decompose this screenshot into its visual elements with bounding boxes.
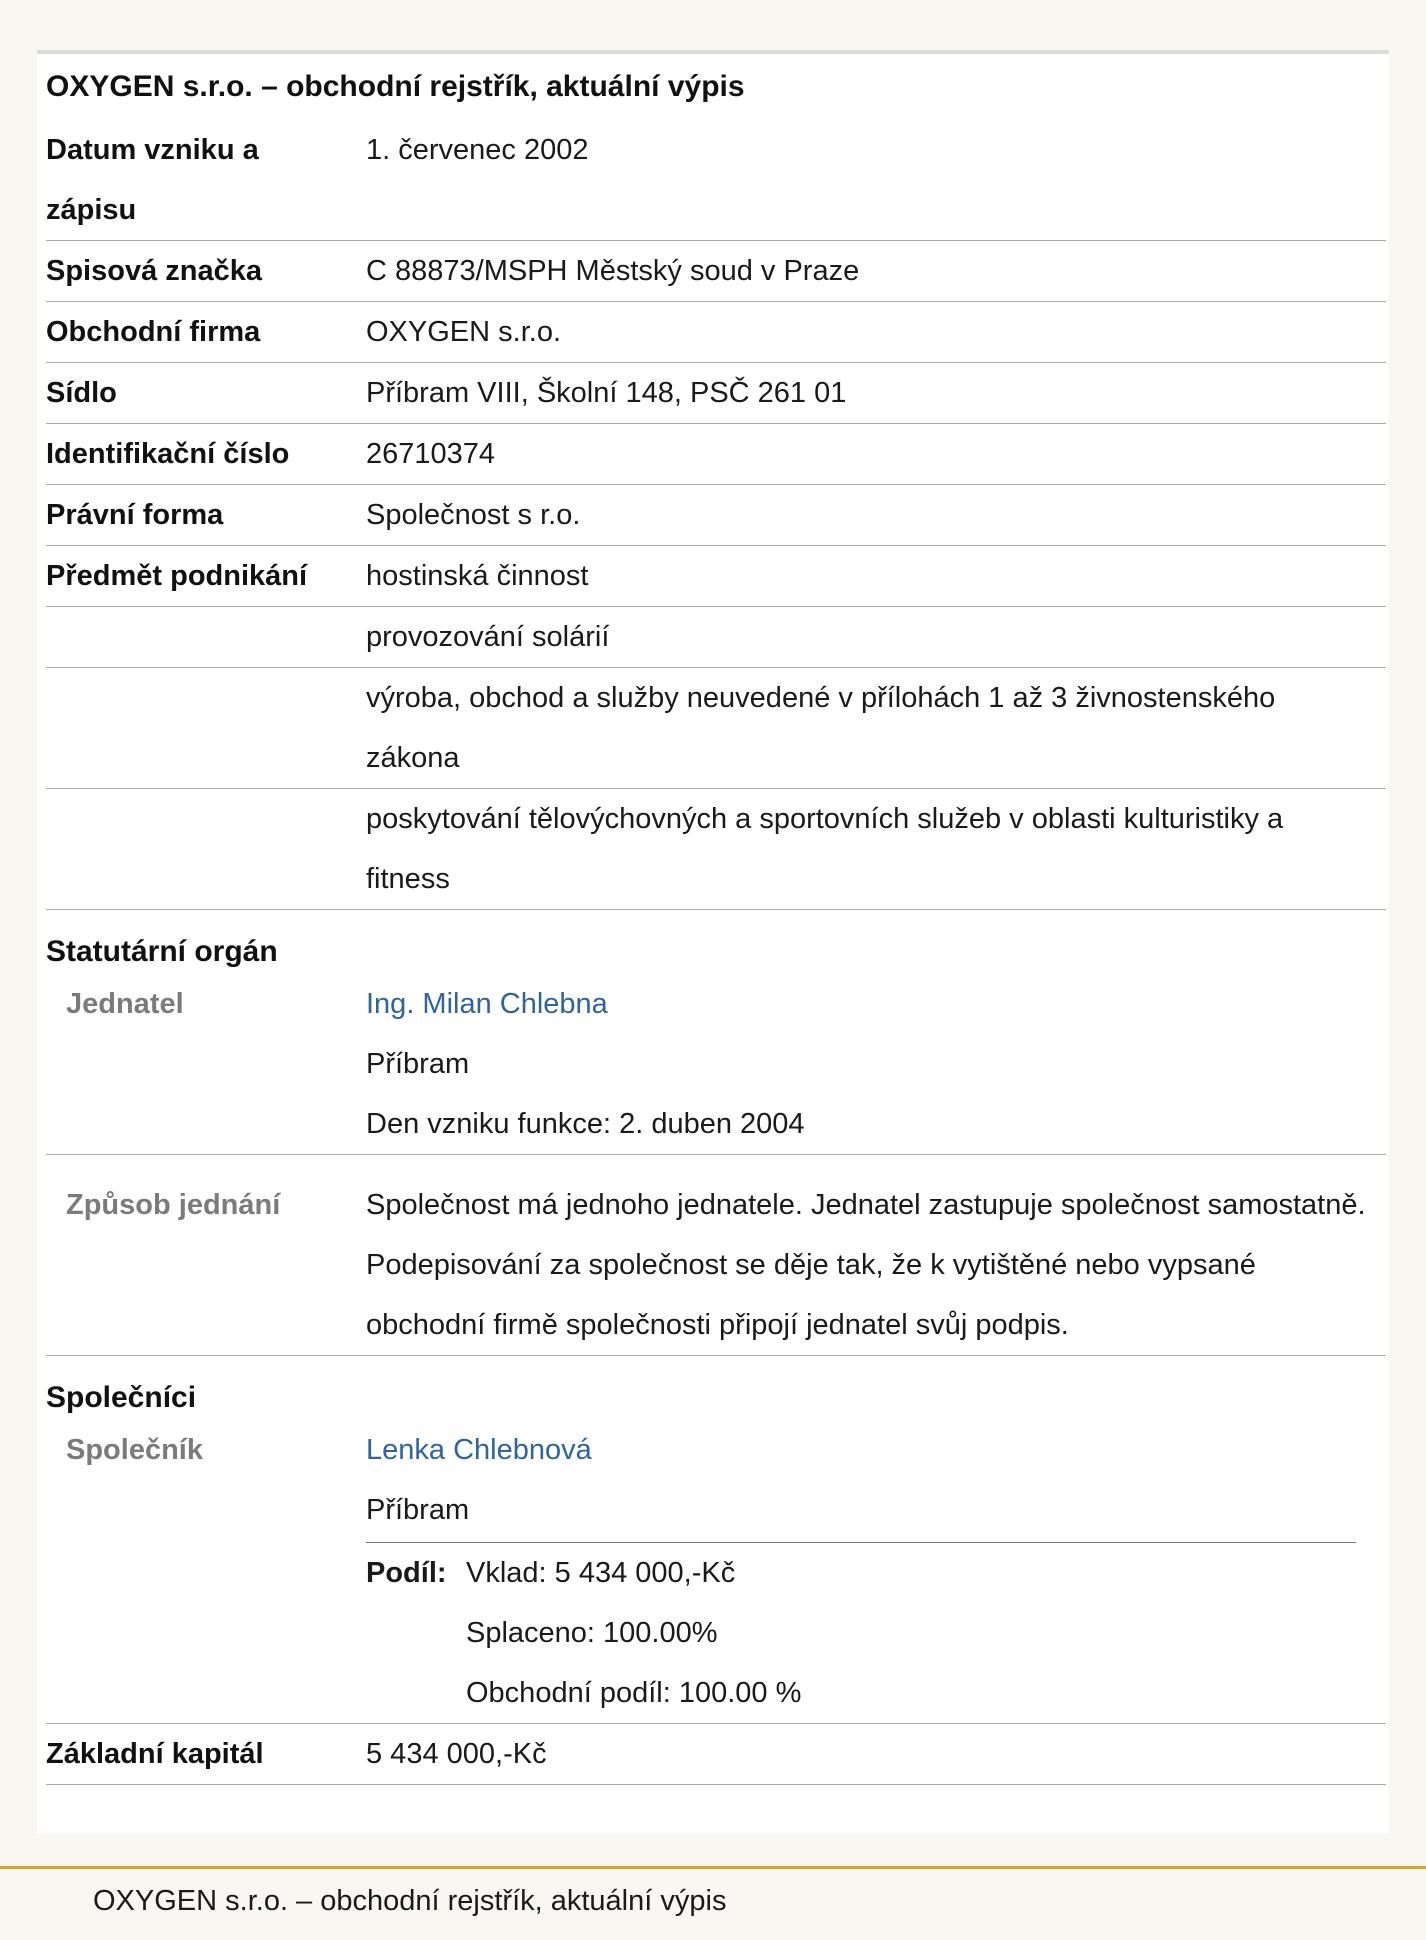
row-label: Sídlo <box>46 377 117 409</box>
row-label: Jednatel <box>66 988 184 1020</box>
row-sidlo <box>46 363 1386 424</box>
row-label-empty <box>46 668 366 788</box>
row-jednatel <box>46 974 1386 1155</box>
row-label: Společník <box>66 1434 203 1466</box>
row-label: Právní forma <box>46 499 224 531</box>
person-link[interactable]: Lenka Chlebnová <box>366 1434 592 1466</box>
row-spolecnik <box>46 1420 1386 1724</box>
row-spis <box>46 241 1386 302</box>
row-ic <box>46 424 1386 485</box>
row-value-group <box>366 974 1386 1154</box>
row-kapital <box>46 1724 1386 1785</box>
row-value: C 88873/MSPH Městský soud v Praze <box>366 255 860 287</box>
row-value: OXYGEN s.r.o. <box>366 316 561 348</box>
share-values <box>466 1543 801 1723</box>
row-predmet-item <box>46 789 1386 910</box>
row-forma <box>46 485 1386 546</box>
row-label-empty <box>46 607 366 667</box>
row-datum <box>46 120 1386 241</box>
row-firma <box>46 302 1386 363</box>
row-label: Identifikační číslo <box>46 438 290 470</box>
row-value-group <box>366 1420 1386 1723</box>
share-vklad: Vklad: 5 434 000,-Kč <box>466 1557 736 1589</box>
person-since: Den vzniku funkce: 2. duben 2004 <box>366 1108 805 1140</box>
row-value: 5 434 000,-Kč <box>366 1738 547 1770</box>
footer-divider <box>0 1866 1426 1869</box>
row-value: Příbram VIII, Školní 148, PSČ 261 01 <box>366 377 847 409</box>
row-value: 1. červenec 2002 <box>366 134 589 166</box>
row-label: Obchodní firma <box>46 316 261 348</box>
row-label: Způsob jednání <box>66 1189 281 1221</box>
row-value: výroba, obchod a služby neuvedené v přílohách 1 až 3 živnostenského zákona <box>366 682 1276 774</box>
row-label-empty <box>46 789 366 909</box>
person-city: Příbram <box>366 1048 470 1080</box>
row-label: Předmět podnikání <box>46 560 308 592</box>
section-heading-statutarni: Statutární orgán <box>46 935 278 968</box>
person-city: Příbram <box>366 1494 470 1526</box>
section-heading-spolecnici: Společníci <box>46 1381 197 1414</box>
row-predmet-item <box>46 668 1386 789</box>
row-value: poskytování tělovýchovných a sportovních služeb v oblasti kulturistiky a fitness <box>366 803 1284 895</box>
row-value: 26710374 <box>366 438 496 470</box>
row-value: hostinská činnost <box>366 560 589 592</box>
footer-title: OXYGEN s.r.o. – obchodní rejstřík, aktuální výpis <box>93 1885 727 1917</box>
row-value: Společnost s r.o. <box>366 499 581 531</box>
person-link[interactable]: Ing. Milan Chlebna <box>366 988 608 1020</box>
share-label: Podíl: <box>366 1557 447 1589</box>
registry-card <box>37 50 1389 1833</box>
share-block <box>366 1542 1356 1723</box>
row-label: Datum vzniku a zápisu <box>46 134 259 226</box>
share-splaceno: Splaceno: 100.00% <box>466 1617 718 1649</box>
row-predmet <box>46 546 1386 607</box>
row-predmet-item <box>46 607 1386 668</box>
row-value: provozování solárií <box>366 621 610 653</box>
page-title: OXYGEN s.r.o. – obchodní rejstřík, aktuální výpis <box>46 70 745 103</box>
share-obchodni-podil: Obchodní podíl: 100.00 % <box>466 1677 802 1709</box>
row-zpusob <box>46 1155 1386 1356</box>
row-label: Spisová značka <box>46 255 262 287</box>
row-label: Základní kapitál <box>46 1738 264 1770</box>
row-value: Společnost má jednoho jednatele. Jednatel zastupuje společnost samostatně. Podepisování za společnost se děje tak, že k vytištěné nebo vypsané obchodní firmě společnosti připojí jednatel svůj podpis. <box>366 1189 1366 1341</box>
